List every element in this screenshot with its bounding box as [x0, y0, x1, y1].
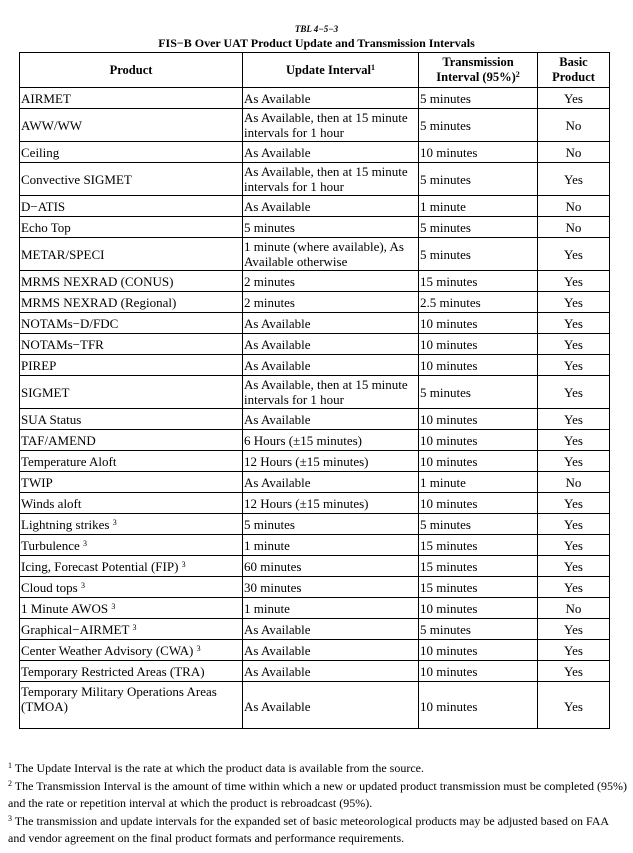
table-row [20, 661, 610, 682]
product-cell: D−ATIS [20, 196, 243, 217]
product-cell: SIGMET [20, 376, 243, 409]
product-cell: Echo Top [20, 217, 243, 238]
update-interval-cell: As Available [243, 619, 419, 640]
update-interval-cell: As Available [243, 682, 419, 729]
product-cell: METAR/SPECI [20, 238, 243, 271]
transmission-interval-cell: 10 minutes [419, 682, 538, 729]
transmission-interval-cell: 15 minutes [419, 535, 538, 556]
update-interval-cell: 6 Hours (±15 minutes) [243, 430, 419, 451]
table-row [20, 472, 610, 493]
transmission-interval-cell: 10 minutes [419, 598, 538, 619]
basic-product-cell: Yes [538, 409, 610, 430]
product-cell: Lightning strikes $^3$ [20, 514, 243, 535]
transmission-interval-cell: 10 minutes [419, 640, 538, 661]
table-row [20, 577, 610, 598]
table-row [20, 109, 610, 142]
product-cell: Temporary Restricted Areas (TRA) [20, 661, 243, 682]
product-cell: Temperature Aloft [20, 451, 243, 472]
update-interval-cell: As Available [243, 88, 419, 109]
update-interval-cell: 5 minutes [243, 217, 419, 238]
basic-product-cell: Yes [538, 640, 610, 661]
table-row [20, 271, 610, 292]
transmission-interval-cell: 10 minutes [419, 493, 538, 514]
basic-product-cell: Yes [538, 682, 610, 729]
product-cell: NOTAMs−D/FDC [20, 313, 243, 334]
product-cell: Turbulence $^3$ [20, 535, 243, 556]
basic-product-cell: No [538, 472, 610, 493]
transmission-interval-cell: 10 minutes [419, 430, 538, 451]
table-row [20, 355, 610, 376]
transmission-interval-cell: 1 minute [419, 472, 538, 493]
table-row [20, 313, 610, 334]
table-row [20, 430, 610, 451]
basic-product-cell: Yes [538, 619, 610, 640]
basic-product-cell: No [538, 109, 610, 142]
table-row [20, 292, 610, 313]
table-row [20, 598, 610, 619]
table-row [20, 196, 610, 217]
basic-product-cell: No [538, 598, 610, 619]
basic-product-cell: Yes [538, 88, 610, 109]
basic-product-cell: Yes [538, 355, 610, 376]
basic-product-cell: Yes [538, 376, 610, 409]
table-row [20, 376, 610, 409]
table-row [20, 619, 610, 640]
product-cell: TWIP [20, 472, 243, 493]
basic-product-cell: Yes [538, 271, 610, 292]
transmission-interval-cell: 5 minutes [419, 376, 538, 409]
transmission-interval-cell: 10 minutes [419, 313, 538, 334]
transmission-interval-cell: 5 minutes [419, 217, 538, 238]
table-row [20, 238, 610, 271]
update-interval-cell: 1 minute [243, 535, 419, 556]
basic-product-cell: Yes [538, 292, 610, 313]
update-interval-cell: 2 minutes [243, 271, 419, 292]
basic-product-cell: Yes [538, 514, 610, 535]
transmission-interval-cell: 5 minutes [419, 238, 538, 271]
basic-product-cell: Yes [538, 334, 610, 355]
update-interval-cell: 1 minute (where available), As Available otherwise [243, 238, 419, 271]
basic-product-cell: Yes [538, 430, 610, 451]
basic-product-cell: Yes [538, 556, 610, 577]
update-interval-cell: As Available, then at 15 minute intervals for 1 hour [243, 376, 419, 409]
update-interval-cell: As Available [243, 313, 419, 334]
product-cell: Cloud tops $^3$ [20, 577, 243, 598]
product-cell: Convective SIGMET [20, 163, 243, 196]
header-update-interval: Update Interval$^1$ [243, 53, 419, 88]
product-cell: 1 Minute AWOS $^3$ [20, 598, 243, 619]
transmission-interval-cell: 5 minutes [419, 514, 538, 535]
product-cell: PIREP [20, 355, 243, 376]
update-interval-cell: As Available [243, 640, 419, 661]
update-interval-cell: As Available [243, 472, 419, 493]
table-row [20, 493, 610, 514]
table-row [20, 535, 610, 556]
update-interval-cell: As Available [243, 196, 419, 217]
transmission-interval-cell: 5 minutes [419, 109, 538, 142]
product-cell: Icing, Forecast Potential (FIP) $^3$ [20, 556, 243, 577]
update-interval-cell: As Available [243, 661, 419, 682]
transmission-interval-cell: 1 minute [419, 196, 538, 217]
transmission-interval-cell: 15 minutes [419, 271, 538, 292]
table-body [20, 88, 610, 729]
table-row [20, 409, 610, 430]
header-basic-product: Basic Product [538, 53, 610, 88]
update-interval-cell: As Available [243, 334, 419, 355]
update-interval-cell: 60 minutes [243, 556, 419, 577]
basic-product-cell: Yes [538, 493, 610, 514]
update-interval-cell: 5 minutes [243, 514, 419, 535]
product-table [19, 52, 610, 729]
footnotes [8, 760, 628, 848]
table-row [20, 514, 610, 535]
update-interval-cell: 30 minutes [243, 577, 419, 598]
transmission-interval-cell: 10 minutes [419, 142, 538, 163]
update-interval-cell: As Available [243, 409, 419, 430]
table-row [20, 142, 610, 163]
update-interval-cell: As Available [243, 142, 419, 163]
update-interval-cell: As Available [243, 355, 419, 376]
header-transmission-interval: Transmission Interval $(95\%)^2$ [419, 53, 538, 88]
transmission-interval-cell: 5 minutes [419, 163, 538, 196]
transmission-interval-cell: 15 minutes [419, 577, 538, 598]
transmission-interval-cell: 10 minutes [419, 661, 538, 682]
transmission-interval-cell: 10 minutes [419, 451, 538, 472]
header-row [20, 53, 610, 88]
footnote: $^3$ The transmission and update intervals for the expanded set of basic meteorological products may be adjusted based on FAA and vendor agreement on the final product formats and performance requirements. [8, 813, 609, 845]
transmission-interval-cell: 10 minutes [419, 334, 538, 355]
product-cell: MRMS NEXRAD (CONUS) [20, 271, 243, 292]
table-title: FIS−B Over UAT Product Update and Transmission Intervals [158, 36, 475, 50]
update-interval-cell: 1 minute [243, 598, 419, 619]
product-cell: AWW/WW [20, 109, 243, 142]
footnote: $^2$ The Transmission Interval is the amount of time within which a new or updated product transmission must be completed (95%) and the rate or repetition interval at which the product is rebroadcast (95%). [8, 778, 628, 810]
table-row [20, 217, 610, 238]
basic-product-cell: Yes [538, 577, 610, 598]
basic-product-cell: No [538, 142, 610, 163]
basic-product-cell: Yes [538, 451, 610, 472]
transmission-interval-cell: 10 minutes [419, 409, 538, 430]
table-row [20, 640, 610, 661]
transmission-interval-cell: 5 minutes [419, 619, 538, 640]
table-number: TBL 4−5−3 [294, 24, 339, 34]
product-cell: MRMS NEXRAD (Regional) [20, 292, 243, 313]
product-cell: TAF/AMEND [20, 430, 243, 451]
product-cell: SUA Status [20, 409, 243, 430]
product-cell: Ceiling [20, 142, 243, 163]
product-cell: Winds aloft [20, 493, 243, 514]
product-cell: NOTAMs−TFR [20, 334, 243, 355]
table-row [20, 334, 610, 355]
update-interval-cell: As Available, then at 15 minute intervals for 1 hour [243, 163, 419, 196]
footnote: $^1$ The Update Interval is the rate at which the product data is available from the source. [8, 761, 424, 775]
basic-product-cell: Yes [538, 163, 610, 196]
basic-product-cell: Yes [538, 535, 610, 556]
basic-product-cell: Yes [538, 661, 610, 682]
transmission-interval-cell: 2.5 minutes [419, 292, 538, 313]
transmission-interval-cell: 10 minutes [419, 355, 538, 376]
update-interval-cell: As Available, then at 15 minute intervals for 1 hour [243, 109, 419, 142]
transmission-interval-cell: 15 minutes [419, 556, 538, 577]
table-row [20, 163, 610, 196]
table-row [20, 451, 610, 472]
transmission-interval-cell: 5 minutes [419, 88, 538, 109]
product-cell: Graphical−AIRMET $^3$ [20, 619, 243, 640]
basic-product-cell: No [538, 196, 610, 217]
product-cell: Center Weather Advisory (CWA) $^3$ [20, 640, 243, 661]
basic-product-cell: Yes [538, 238, 610, 271]
basic-product-cell: No [538, 217, 610, 238]
basic-product-cell: Yes [538, 313, 610, 334]
table-row [20, 682, 610, 729]
update-interval-cell: 2 minutes [243, 292, 419, 313]
table-row [20, 556, 610, 577]
product-cell: Temporary Military Operations Areas (TMOA) [20, 682, 243, 729]
update-interval-cell: 12 Hours (±15 minutes) [243, 451, 419, 472]
update-interval-cell: 12 Hours (±15 minutes) [243, 493, 419, 514]
product-cell: AIRMET [20, 88, 243, 109]
header-product: Product [20, 53, 243, 88]
table-row [20, 88, 610, 109]
